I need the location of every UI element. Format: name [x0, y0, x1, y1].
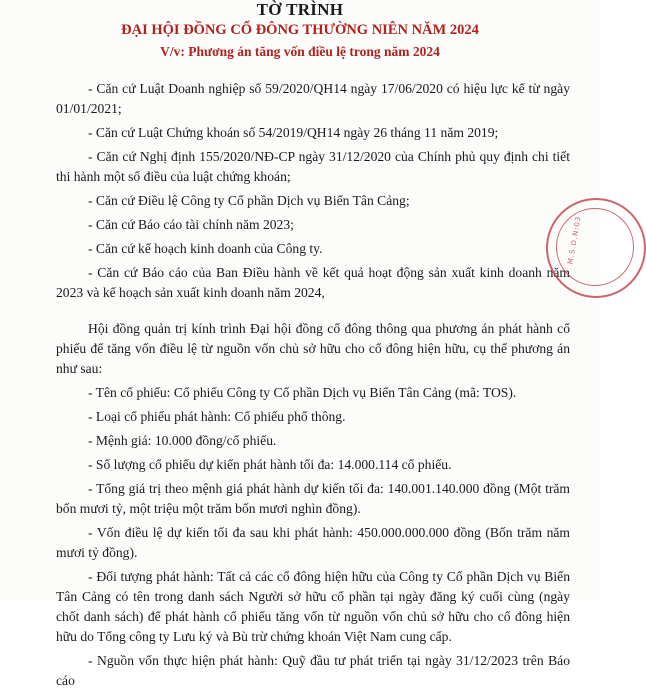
plan-item: - Loại cổ phiếu phát hành: Cổ phiếu phổ thông.: [88, 409, 346, 424]
document-subject: V/v: Phương án tăng vốn điều lệ trong năm 2024: [160, 44, 440, 59]
document-body: [56, 79, 570, 695]
plan-item: - Vốn điều lệ dự kiến tối đa sau khi phát hành: 450.000.000.000 đồng (Bốn trăm năm mươi tỷ đồng).: [56, 525, 570, 560]
legal-basis-item: - Căn cứ Điều lệ Công ty Cổ phần Dịch vụ Biển Tân Cảng;: [88, 193, 410, 208]
proposal-intro: Hội đồng quản trị kính trình Đại hội đồng cổ đông thông qua phương án phát hành cổ phiếu để tăng vốn điều lệ từ nguồn vốn chủ sở hữu cho cổ đông hiện hữu, cụ thể phương án như sau:: [56, 321, 570, 376]
plan-item: - Tổng giá trị theo mệnh giá phát hành dự kiến tối đa: 140.001.140.000 đồng (Một trăm bốn mươi tỷ, một triệu một trăm bốn mươi nghìn đồng).: [56, 481, 570, 516]
legal-basis-item: - Căn cứ kế hoạch kinh doanh của Công ty.: [88, 241, 323, 256]
company-seal: [546, 198, 646, 298]
plan-item: - Nguồn vốn thực hiện phát hành: Quỹ đầu tư phát triển tại ngày 31/12/2023 trên Báo cáo: [56, 653, 570, 688]
document-subtitle: ĐẠI HỘI ĐỒNG CỔ ĐÔNG THƯỜNG NIÊN NĂM 2024: [121, 22, 479, 38]
plan-item: - Đối tượng phát hành: Tất cả các cổ đông hiện hữu của Công ty Cổ phần Dịch vụ Biển Tân Cảng có tên trong danh sách Người sở hữu cổ phần tại ngày đăng ký cuối cùng (ngày chốt danh sách) để phát hành cổ phiếu tăng vốn từ nguồn vốn chủ sở hữu cho cổ đông hiện hữu do Tổng công ty Lưu ký và Bù trừ chứng khoán Việt Nam cung cấp.: [56, 569, 570, 644]
plan-item: - Mệnh giá: 10.000 đồng/cổ phiếu.: [88, 433, 277, 448]
plan-item: - Tên cổ phiếu: Cổ phiếu Công ty Cổ phần Dịch vụ Biển Tân Cảng (mã: TOS).: [88, 385, 517, 400]
document-title: TỜ TRÌNH: [256, 0, 344, 19]
company-seal-inner-ring: [556, 208, 634, 286]
legal-basis-item: - Căn cứ Nghị định 155/2020/NĐ-CP ngày 31/12/2020 của Chính phủ quy định chi tiết thi hành một số điều của luật chứng khoán;: [56, 149, 570, 184]
legal-basis-item: - Căn cứ Luật Chứng khoán số 54/2019/QH14 ngày 26 tháng 11 năm 2019;: [88, 125, 499, 140]
plan-item: - Số lượng cổ phiếu dự kiến phát hành tối đa: 14.000.114 cổ phiếu.: [88, 457, 452, 472]
company-seal-text: M.S.D.N:03: [566, 215, 583, 265]
legal-basis-item: - Căn cứ Báo cáo của Ban Điều hành về kết quả hoạt động sản xuất kinh doanh năm 2023 và kế hoạch sản xuất kinh doanh năm 2024,: [56, 265, 570, 300]
legal-basis-item: - Căn cứ Báo cáo tài chính năm 2023;: [88, 217, 294, 232]
legal-basis-item: - Căn cứ Luật Doanh nghiệp số 59/2020/QH14 ngày 17/06/2020 có hiệu lực kể từ ngày 01/01/2021;: [56, 81, 570, 116]
